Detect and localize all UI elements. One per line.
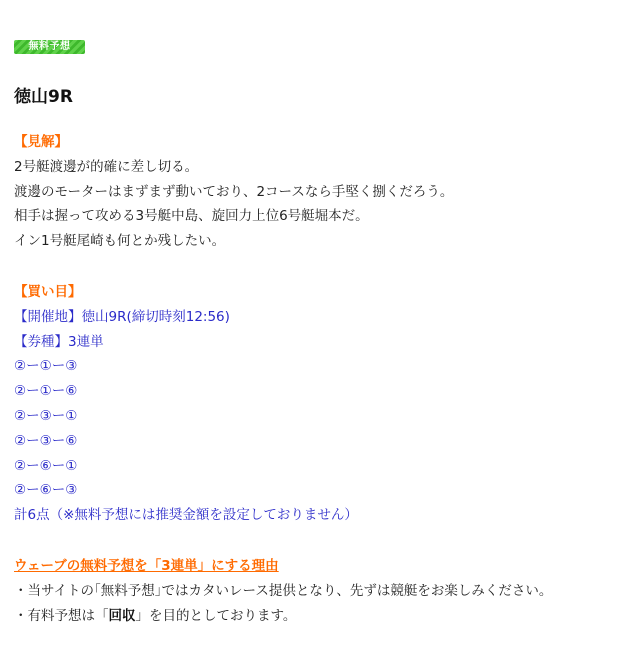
- analysis-line: 相手は握って攻める3号艇中島、旋回力上位6号艇堀本だ。: [14, 208, 369, 225]
- free-prediction-badge: 無料予想: [14, 40, 85, 54]
- bet-combination: ②ー①ー⑥: [14, 383, 78, 400]
- reason-bold-keyword: 回収: [108, 607, 136, 624]
- bet-combination: ②ー③ー⑥: [14, 432, 78, 449]
- reason-line-1: ・当サイトの｢無料予想｣ではカタいレース提供となり、先ずは競艇をお楽しみください。: [14, 582, 553, 599]
- ticket-type-label: 【券種】: [14, 333, 68, 350]
- analysis-line: イン1号艇尾崎も何とか残したい。: [14, 233, 226, 250]
- venue-line: [14, 305, 358, 330]
- race-title: 徳山9R: [14, 87, 73, 107]
- ticket-type-value: 3連単: [68, 333, 104, 350]
- analysis-section: [14, 130, 453, 254]
- bets-heading: 【買い目】: [14, 284, 82, 300]
- venue-label: 【開催地】: [14, 308, 82, 325]
- ticket-type-line: [14, 330, 358, 355]
- analysis-line: 2号艇渡邊が的確に差し切る。: [14, 158, 199, 175]
- analysis-heading: 【見解】: [14, 134, 68, 150]
- reason-line-2-post: 」を目的としております。: [135, 607, 297, 624]
- bet-combination: ②ー①ー③: [14, 358, 78, 375]
- analysis-line: 渡邊のモーターはまずまず動いており、2コースなら手堅く捌くだろう。: [14, 183, 454, 200]
- bet-combination: ②ー⑥ー①: [14, 457, 78, 474]
- reason-link[interactable]: ウェーブの無料予想を「3連単」にする理由: [14, 558, 279, 574]
- venue-value: 徳山9R(締切時刻12:56): [81, 308, 230, 325]
- reason-section: [14, 554, 552, 628]
- bets-section: [14, 280, 358, 528]
- bet-total: 計6点（※無料予想には推奨金額を設定しておりません）: [14, 507, 358, 524]
- reason-line-2: [14, 604, 552, 629]
- bet-combination: ②ー③ー①: [14, 407, 78, 424]
- reason-line-2-pre: ・有料予想は「: [14, 607, 109, 624]
- bet-combination: ②ー⑥ー③: [14, 482, 78, 499]
